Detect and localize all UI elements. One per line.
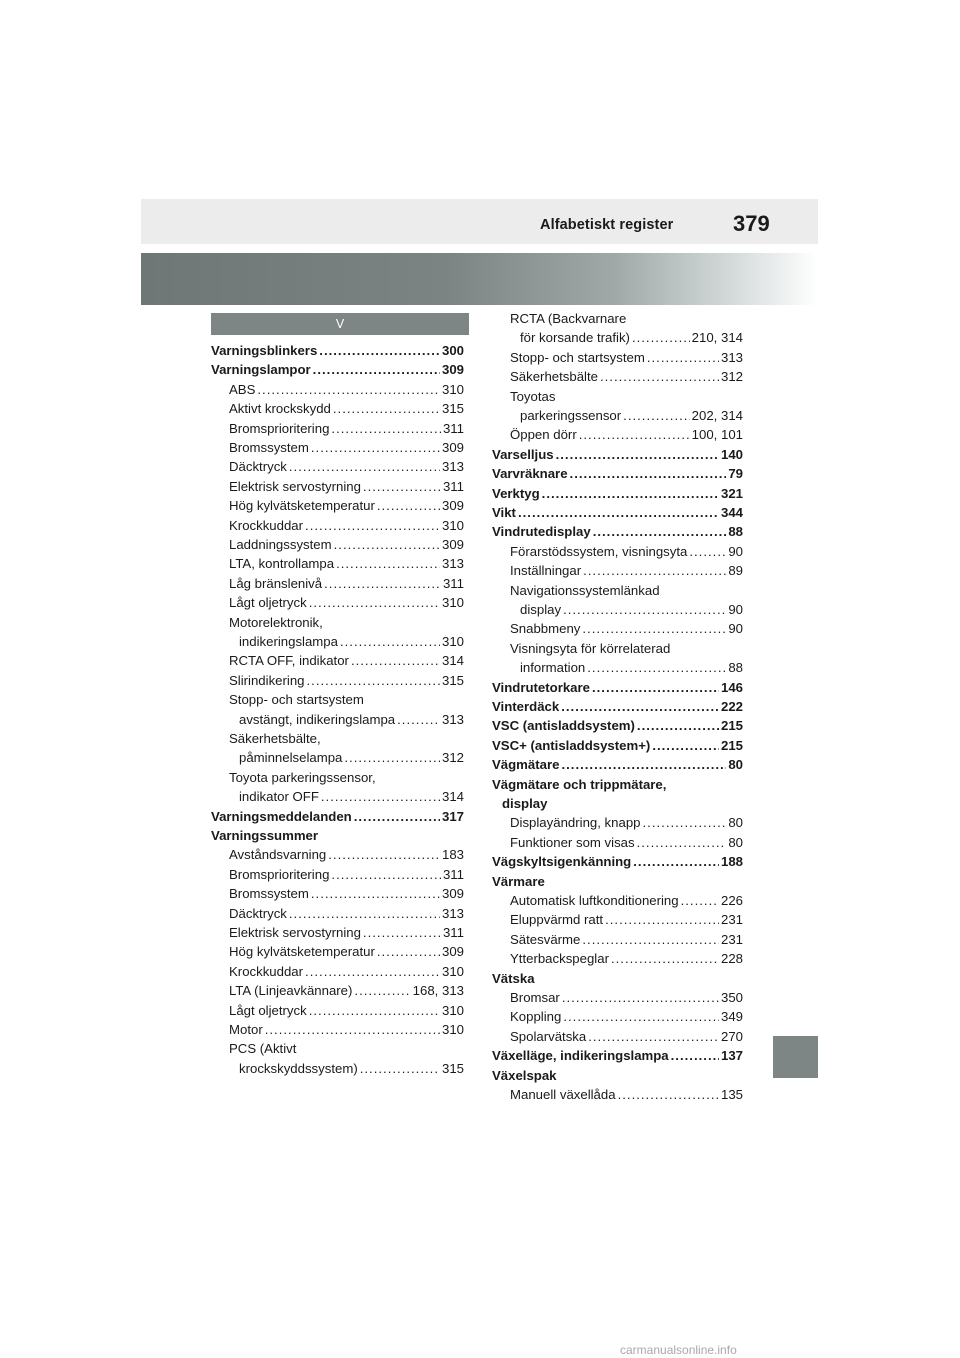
index-entry xyxy=(211,593,464,612)
index-entry-page: 88 xyxy=(728,524,743,540)
index-entry-label: display xyxy=(502,796,548,811)
index-entry-label: LTA (Linjeavkännare) xyxy=(229,983,353,999)
index-entry-label: Spolarvätska xyxy=(510,1028,587,1044)
dot-leader xyxy=(592,678,719,697)
index-entry-label: Däcktryck xyxy=(229,459,287,475)
index-entry-label: Lågt oljetryck xyxy=(229,1002,307,1018)
index-entry-label: LTA, kontrollampa xyxy=(229,556,335,572)
dot-leader xyxy=(579,425,690,444)
index-entry-label: Växelläge, indikeringslampa xyxy=(492,1048,669,1064)
dot-leader xyxy=(360,1059,440,1078)
index-entry-page: 215 xyxy=(720,737,743,753)
index-entry xyxy=(492,1085,743,1104)
index-entry-label: RCTA (Backvarnare xyxy=(510,311,627,326)
index-entry-label: VSC (antisladdsystem) xyxy=(492,718,635,734)
index-entry-page: 350 xyxy=(720,990,743,1005)
dot-leader xyxy=(334,535,440,554)
index-entry-page: 80 xyxy=(728,815,743,831)
index-entry xyxy=(211,651,464,670)
index-entry-page: 202, 314 xyxy=(691,408,743,423)
index-entry-page: 315 xyxy=(441,401,464,417)
dot-leader xyxy=(289,904,440,923)
dot-leader xyxy=(305,516,440,535)
index-entry xyxy=(492,425,743,444)
dot-leader xyxy=(351,651,440,670)
index-entry-page: 315 xyxy=(441,672,464,688)
dot-leader xyxy=(328,845,440,864)
dot-leader xyxy=(340,632,440,651)
dot-leader xyxy=(257,380,440,399)
dot-leader xyxy=(324,574,441,593)
index-entry xyxy=(492,561,743,580)
index-entry xyxy=(211,671,464,690)
index-entry-label: Hög kylvätsketemperatur xyxy=(229,944,375,960)
dot-leader xyxy=(587,658,726,677)
index-entry xyxy=(492,969,743,988)
dot-leader xyxy=(671,1046,719,1065)
index-entry-label: Manuell växellåda xyxy=(510,1087,616,1102)
index-entry-label: Slirindikering xyxy=(229,672,305,688)
dot-leader xyxy=(637,716,719,735)
index-entry-label: Varselljus xyxy=(492,446,554,462)
index-entry-label: Bromsar xyxy=(510,990,560,1005)
index-entry-page: 300 xyxy=(441,343,464,358)
index-entry xyxy=(211,438,464,457)
dot-leader xyxy=(319,341,440,360)
index-entry-label: Vindrutetorkare xyxy=(492,679,590,695)
index-entry xyxy=(492,581,743,600)
index-entry xyxy=(492,406,743,425)
index-entry xyxy=(211,477,464,496)
index-entry-page: 310 xyxy=(441,517,464,533)
dot-leader xyxy=(331,419,441,438)
index-entry-page: 79 xyxy=(728,466,743,482)
dot-leader xyxy=(518,503,719,522)
index-entry-label: Aktivt krockskydd xyxy=(229,401,331,417)
index-entry xyxy=(492,755,743,774)
index-entry-page: 309 xyxy=(441,944,464,960)
index-entry xyxy=(492,736,743,755)
index-entry-label: Växelspak xyxy=(492,1067,557,1083)
index-entry-label: Öppen dörr xyxy=(510,427,577,443)
index-entry-page: 310 xyxy=(441,1002,464,1018)
index-entry-label: Laddningssystem xyxy=(229,537,332,552)
index-entry-label: Säkerhetsbälte, xyxy=(229,731,321,746)
dot-leader xyxy=(354,807,440,826)
dot-leader xyxy=(311,438,440,457)
index-entry-label: Varningssummer xyxy=(211,828,319,843)
dot-leader xyxy=(344,748,440,767)
index-entry-label: Motorelektronik, xyxy=(229,614,323,630)
index-entry xyxy=(492,658,743,677)
index-entry xyxy=(211,845,464,864)
index-entry-label: RCTA OFF, indikator xyxy=(229,653,349,669)
index-entry xyxy=(211,942,464,961)
index-entry xyxy=(492,348,743,367)
dot-leader xyxy=(561,755,726,774)
index-entry-page: 344 xyxy=(720,505,743,520)
dot-leader xyxy=(562,988,719,1007)
dot-leader xyxy=(643,813,727,832)
index-entry-label: Displayändring, knapp xyxy=(510,815,641,831)
dot-leader xyxy=(563,600,726,619)
index-entry xyxy=(492,639,743,658)
index-entry-label: Bromssystem xyxy=(229,440,309,455)
index-entry-label: VSC+ (antisladdsystem+) xyxy=(492,737,651,753)
index-entry xyxy=(492,522,743,541)
index-entry-page: 313 xyxy=(441,905,464,921)
index-entry xyxy=(211,632,464,651)
index-entry xyxy=(211,574,464,593)
index-entry-label: ABS xyxy=(229,381,256,397)
index-entry xyxy=(492,891,743,910)
index-entry-page: 168, 313 xyxy=(412,983,464,999)
index-entry-label: Koppling xyxy=(510,1009,562,1025)
dot-leader xyxy=(307,671,440,690)
index-entry-label: Visningsyta för körrelaterad xyxy=(510,640,671,656)
index-entry-page: 315 xyxy=(441,1060,464,1076)
index-entry xyxy=(211,1059,464,1078)
index-entry-page: 228 xyxy=(720,951,743,967)
index-entry xyxy=(492,872,743,891)
index-entry-page: 100, 101 xyxy=(691,427,743,443)
index-entry xyxy=(492,833,743,852)
index-entry xyxy=(211,807,464,826)
index-entry xyxy=(492,930,743,949)
dot-leader xyxy=(354,981,410,1000)
dot-leader xyxy=(582,930,719,949)
index-entry-page: 313 xyxy=(441,711,464,727)
index-entry xyxy=(492,697,743,716)
index-entry-page: 210, 314 xyxy=(691,330,743,346)
index-entry-page: 309 xyxy=(441,440,464,455)
dot-leader xyxy=(593,522,727,541)
index-entry-page: 312 xyxy=(441,750,464,766)
index-entry xyxy=(492,813,743,832)
index-entry xyxy=(211,729,464,748)
index-entry-label: Krockkuddar xyxy=(229,517,304,533)
index-entry xyxy=(492,464,743,483)
index-entry-label: påminnelselampa xyxy=(239,750,343,766)
index-entry xyxy=(211,768,464,787)
index-entry xyxy=(492,600,743,619)
dot-leader xyxy=(309,593,440,612)
index-entry xyxy=(211,535,464,554)
index-entry-page: 312 xyxy=(720,369,743,385)
index-entry-label: Varningslampor xyxy=(211,362,311,378)
index-entry-label: Sätesvärme xyxy=(510,931,581,947)
page-title: Alfabetiskt register xyxy=(540,217,674,233)
index-entry-label: PCS (Aktivt xyxy=(229,1041,297,1057)
dot-leader xyxy=(632,328,690,347)
index-entry-page: 188 xyxy=(720,854,743,870)
index-entry-page: 270 xyxy=(720,1028,743,1044)
index-entry-page: 183 xyxy=(441,847,464,863)
index-entry-page: 310 xyxy=(441,381,464,397)
index-entry xyxy=(492,1007,743,1026)
index-entry-page: 309 xyxy=(441,362,464,378)
index-entry-page: 349 xyxy=(720,1009,743,1025)
dot-leader xyxy=(563,1007,719,1026)
index-entry xyxy=(492,852,743,871)
index-entry-page: 89 xyxy=(728,563,743,579)
index-entry xyxy=(211,1039,464,1058)
index-entry-label: Säkerhetsbälte xyxy=(510,369,598,385)
index-entry-page: 309 xyxy=(441,537,464,552)
index-entry-page: 90 xyxy=(728,602,743,617)
index-entry-label: Toyota parkeringssensor, xyxy=(229,769,376,785)
index-entry-label: Verktyg xyxy=(492,485,540,501)
dot-leader xyxy=(582,619,726,638)
index-entry xyxy=(492,387,743,406)
index-entry xyxy=(492,775,743,794)
dot-leader xyxy=(633,852,719,871)
index-entry xyxy=(492,1046,743,1065)
index-entry-page: 140 xyxy=(720,446,743,462)
index-entry xyxy=(211,748,464,767)
index-entry-page: 215 xyxy=(720,718,743,734)
dot-leader xyxy=(377,942,440,961)
index-entry xyxy=(492,1027,743,1046)
index-entry-label: krockskyddssystem) xyxy=(239,1060,358,1076)
index-entry-page: 226 xyxy=(720,893,743,908)
index-entry-label: Vätska xyxy=(492,970,535,986)
index-entry-label: Stopp- och startsystem xyxy=(510,349,645,365)
index-entry-label: Lågt oljetryck xyxy=(229,595,307,611)
index-entry xyxy=(211,360,464,379)
index-entry xyxy=(492,542,743,561)
index-entry-page: 317 xyxy=(441,808,464,824)
dot-leader xyxy=(309,1001,440,1020)
index-entry xyxy=(492,309,743,328)
index-entry-label: Vägmätare xyxy=(492,757,560,773)
dot-leader xyxy=(336,554,440,573)
index-entry-label: Inställningar xyxy=(510,563,582,579)
index-entry-label: Bromsprioritering xyxy=(229,420,330,436)
index-entry-label: Vägskyltsigenkänning xyxy=(492,854,632,870)
dot-leader xyxy=(265,1020,440,1039)
index-entry-page: 135 xyxy=(720,1087,743,1102)
index-entry xyxy=(211,341,464,360)
dot-leader xyxy=(289,457,440,476)
index-entry xyxy=(211,826,464,845)
index-entry xyxy=(211,496,464,515)
index-entry-label: Varningsmeddelanden xyxy=(211,808,352,824)
dot-leader xyxy=(397,710,440,729)
index-entry xyxy=(492,678,743,697)
dot-leader xyxy=(561,697,719,716)
dot-leader xyxy=(542,484,719,503)
index-entry-label: Varvräknare xyxy=(492,466,568,482)
index-entry xyxy=(492,328,743,347)
index-entry-page: 222 xyxy=(720,699,743,714)
dot-leader xyxy=(618,1085,719,1104)
index-entry xyxy=(211,380,464,399)
index-entry xyxy=(211,1020,464,1039)
dot-leader xyxy=(321,787,440,806)
index-entry-label: Elektrisk servostyrning xyxy=(229,925,361,940)
index-entry xyxy=(211,399,464,418)
index-entry-label: Vikt xyxy=(492,505,516,520)
dot-leader xyxy=(583,561,726,580)
index-entry xyxy=(492,1066,743,1085)
dot-leader xyxy=(311,884,440,903)
index-entry-page: 231 xyxy=(720,931,743,947)
index-entry-label: Elektrisk servostyrning xyxy=(229,478,361,494)
index-entry xyxy=(211,613,464,632)
index-entry xyxy=(211,884,464,903)
index-entry-label: Bromssystem xyxy=(229,886,309,902)
index-entry xyxy=(211,981,464,1000)
index-entry xyxy=(211,1001,464,1020)
index-entry xyxy=(492,503,743,522)
dot-leader xyxy=(647,348,719,367)
index-entry-label: Toyotas xyxy=(510,388,556,404)
index-entry-label: Ytterbackspeglar xyxy=(510,951,609,967)
index-entry xyxy=(211,710,464,729)
index-entry-page: 311 xyxy=(442,420,464,436)
page-number: 379 xyxy=(733,211,770,236)
index-entry-page: 310 xyxy=(441,963,464,979)
index-entry xyxy=(492,949,743,968)
index-entry xyxy=(492,367,743,386)
index-entry-label: indikeringslampa xyxy=(239,634,338,649)
index-entry-label: Funktioner som visas xyxy=(510,834,635,850)
index-entry-page: 314 xyxy=(441,789,464,805)
index-entry xyxy=(211,865,464,884)
index-entry xyxy=(211,923,464,942)
index-entry-page: 146 xyxy=(720,679,743,695)
index-entry xyxy=(211,554,464,573)
index-entry-label: Automatisk luftkonditionering xyxy=(510,893,679,908)
index-entry-page: 311 xyxy=(442,575,464,591)
index-entry-label: Värmare xyxy=(492,873,545,889)
dot-leader xyxy=(305,962,440,981)
index-entry-label: Vinterdäck xyxy=(492,699,560,714)
dot-leader xyxy=(377,496,440,515)
index-entry xyxy=(211,690,464,709)
index-entry xyxy=(492,988,743,1007)
dot-leader xyxy=(600,367,719,386)
index-entry-label: Hög kylvätsketemperatur xyxy=(229,498,375,514)
index-entry xyxy=(211,904,464,923)
index-entry-page: 311 xyxy=(442,478,464,494)
index-entry-page: 137 xyxy=(720,1048,743,1064)
watermark: carmanualsonline.info xyxy=(620,1343,737,1357)
index-entry-label: display xyxy=(520,602,562,617)
index-entry-page: 310 xyxy=(441,1022,464,1037)
dot-leader xyxy=(637,833,727,852)
dot-leader xyxy=(605,910,719,929)
index-entry-label: Varningsblinkers xyxy=(211,343,318,358)
dot-leader xyxy=(331,865,441,884)
index-entry-page: 309 xyxy=(441,498,464,514)
index-entry xyxy=(492,910,743,929)
index-entry-page: 321 xyxy=(720,485,743,501)
index-entry-label: Navigationssystemlänkad xyxy=(510,582,660,598)
index-entry-label: Däcktryck xyxy=(229,905,287,921)
index-entry-label: Snabbmeny xyxy=(510,621,581,637)
index-entry-label: Förarstödssystem, visningsyta xyxy=(510,543,688,559)
index-entry-label: avstängt, indikeringslampa xyxy=(239,711,396,727)
header-bar xyxy=(141,199,818,244)
index-entry-label: Låg bränslenivå xyxy=(229,575,323,591)
index-entry xyxy=(211,419,464,438)
dot-leader xyxy=(570,464,727,483)
index-entry xyxy=(211,457,464,476)
index-entry xyxy=(211,516,464,535)
index-entry xyxy=(211,962,464,981)
index-entry-page: 314 xyxy=(441,653,464,669)
index-entry-page: 311 xyxy=(442,866,464,882)
dot-leader xyxy=(588,1027,719,1046)
index-entry-page: 313 xyxy=(441,459,464,475)
header-gradient-band xyxy=(141,253,818,305)
dot-leader xyxy=(611,949,719,968)
index-entry-label: Bromsprioritering xyxy=(229,866,330,882)
index-entry-page: 311 xyxy=(442,925,464,940)
index-entry xyxy=(211,787,464,806)
index-entry xyxy=(492,794,743,813)
section-letter-header: V xyxy=(211,313,469,335)
chapter-side-tab[interactable] xyxy=(773,1036,818,1078)
index-entry xyxy=(492,484,743,503)
index-entry-label: indikator OFF xyxy=(239,789,319,805)
index-entry-page: 88 xyxy=(728,660,743,676)
index-entry-label: information xyxy=(520,660,586,676)
dot-leader xyxy=(333,399,440,418)
index-entry-label: för korsande trafik) xyxy=(520,330,630,346)
index-entry-label: Stopp- och startsystem xyxy=(229,692,364,708)
dot-leader xyxy=(363,923,441,942)
index-entry-page: 310 xyxy=(441,634,464,649)
dot-leader xyxy=(313,360,440,379)
index-entry-label: Vindrutedisplay xyxy=(492,524,591,540)
index-entry-page: 309 xyxy=(441,886,464,902)
index-entry-page: 313 xyxy=(441,556,464,572)
dot-leader xyxy=(689,542,726,561)
index-entry-page: 310 xyxy=(441,595,464,611)
index-entry-page: 231 xyxy=(720,912,743,928)
index-entry-label: Eluppvärmd ratt xyxy=(510,912,604,928)
dot-leader xyxy=(556,445,719,464)
dot-leader xyxy=(363,477,441,496)
index-entry xyxy=(492,445,743,464)
index-entry-page: 80 xyxy=(728,757,743,773)
index-entry-page: 80 xyxy=(728,834,743,850)
index-entry xyxy=(492,619,743,638)
dot-leader xyxy=(681,891,719,910)
index-entry-page: 313 xyxy=(720,349,743,365)
index-entry xyxy=(492,716,743,735)
index-entry-label: Motor xyxy=(229,1022,263,1037)
index-entry-label: Vägmätare och trippmätare, xyxy=(492,776,667,792)
index-entry-page: 90 xyxy=(728,543,743,559)
dot-leader xyxy=(623,406,690,425)
index-entry-label: Avståndsvarning xyxy=(229,847,327,863)
index-entry-page: 90 xyxy=(728,621,743,637)
index-entry-label: parkeringssensor xyxy=(520,408,622,423)
index-entry-label: Krockkuddar xyxy=(229,963,304,979)
dot-leader xyxy=(652,736,719,755)
